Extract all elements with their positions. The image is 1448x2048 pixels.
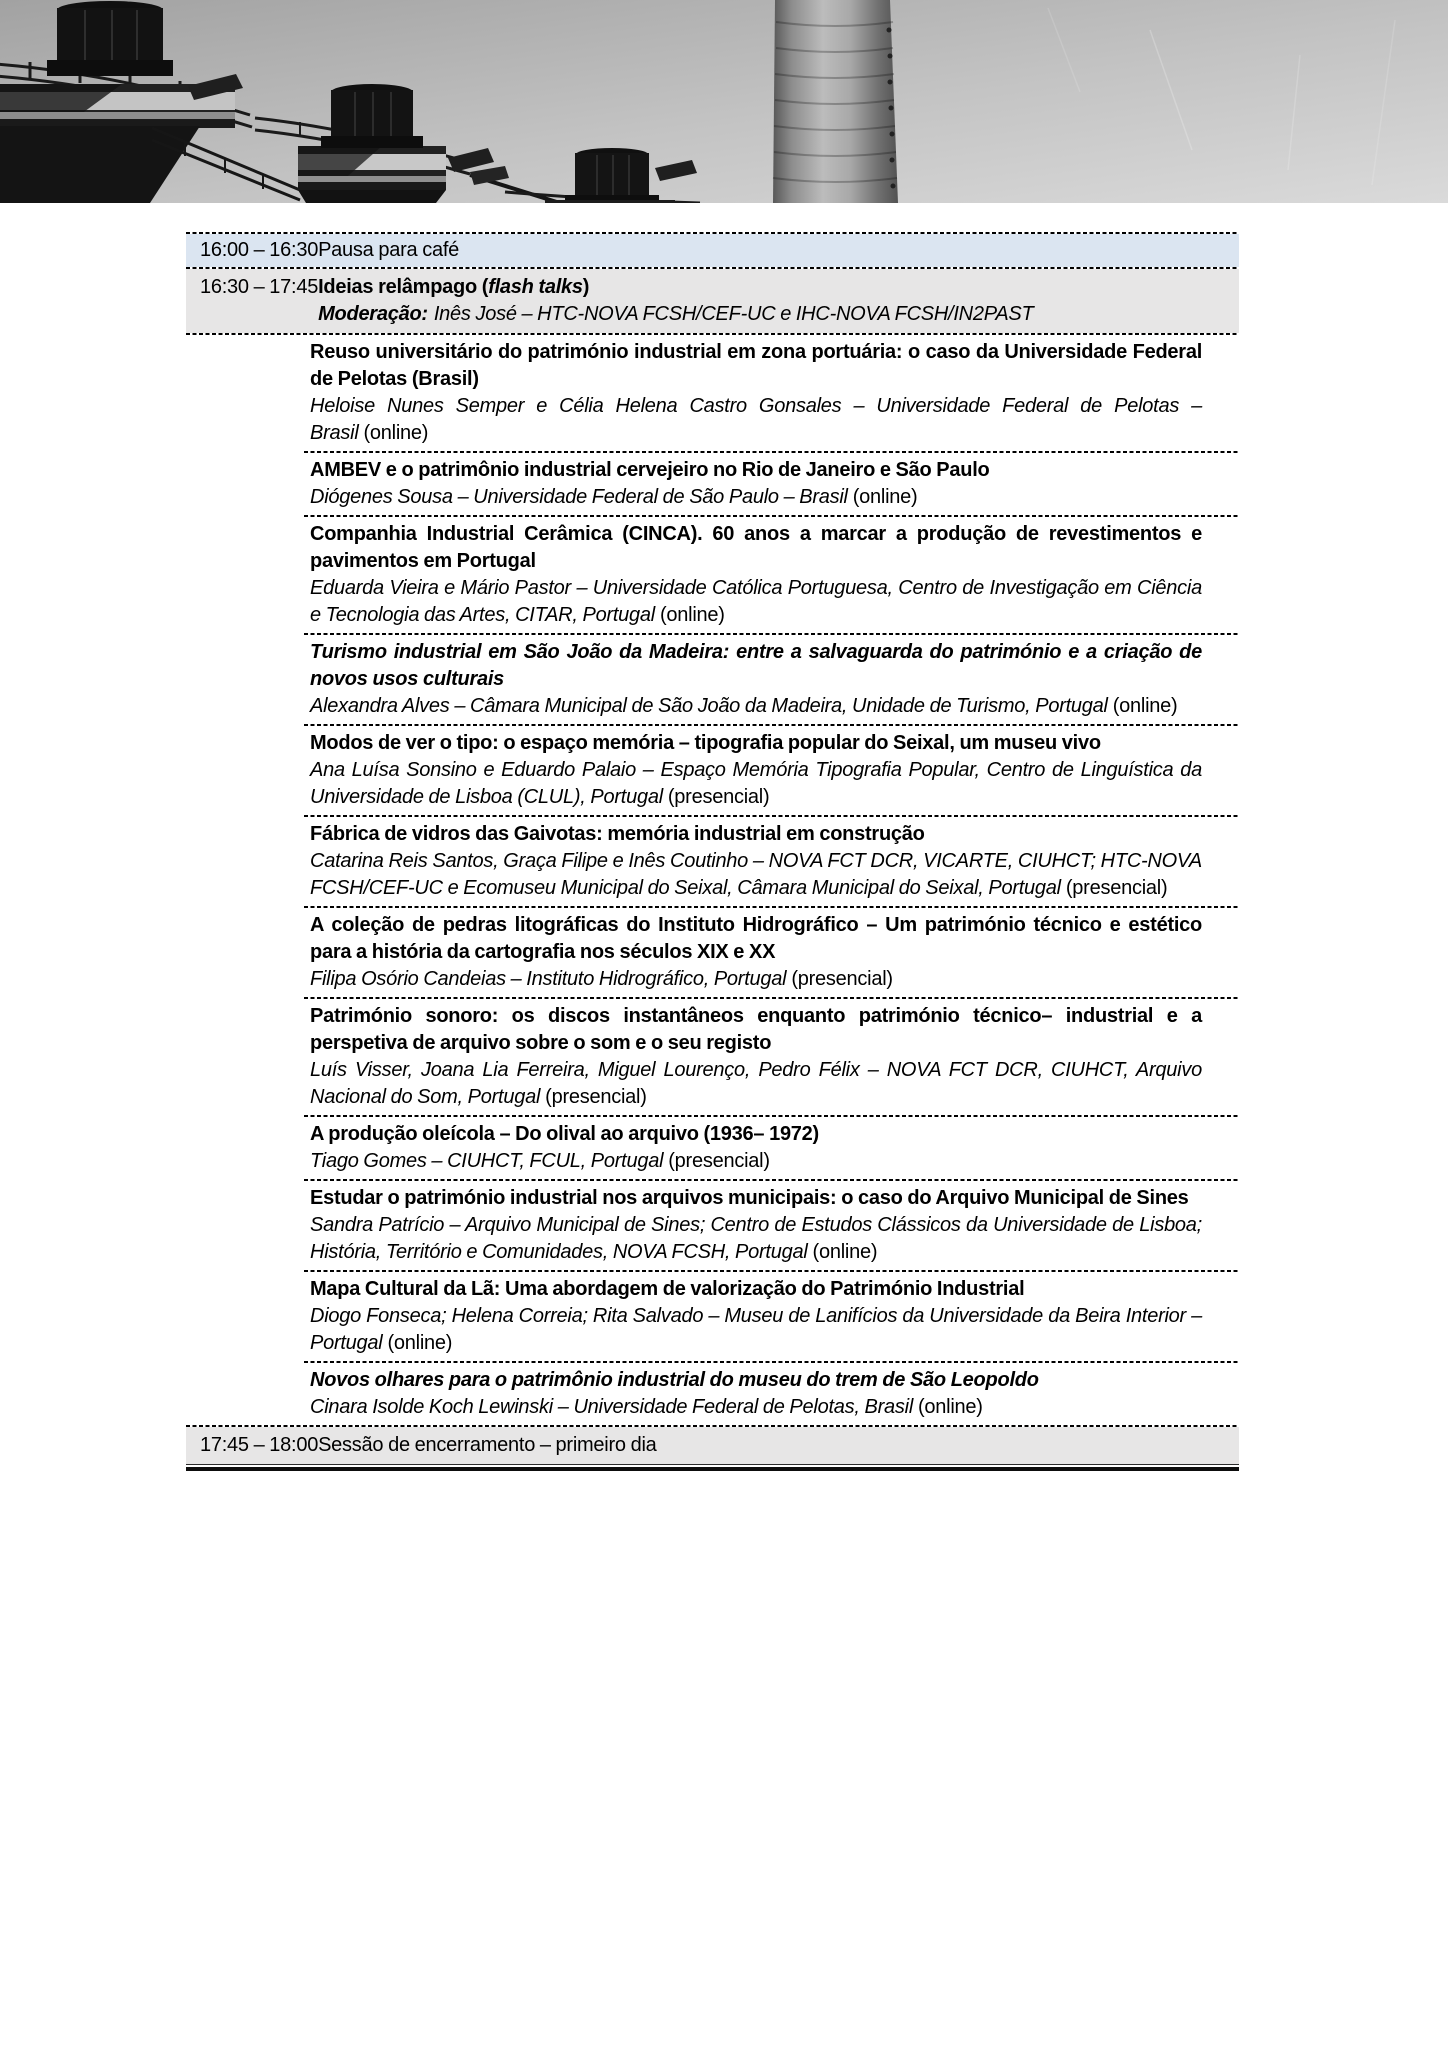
time-range: 16:30 – 17:45 [200,276,319,298]
attendance-mode: (online) [852,486,918,508]
talk-authors [310,848,1202,902]
talk-title: Mapa Cultural da Lã: Uma abordagem de valorização do Património Industrial [310,1278,1025,1300]
talk-entry [186,453,1239,515]
talk-authors [310,393,1202,447]
talk-entry [186,999,1239,1115]
closing-label: Sessão de encerramento – primeiro dia [318,1434,657,1456]
attendance-mode: (online) [1112,695,1178,717]
talk-authors [310,1212,1202,1266]
talk-entry [186,335,1239,451]
talk-authors [310,1057,1202,1111]
talk-authors [310,484,1202,511]
attendance-mode: (presencial) [668,1150,770,1172]
talk-entry [186,1363,1239,1425]
break-row [186,234,1239,267]
talk-entry [186,817,1239,906]
authors-text: Cinara Isolde Koch Lewinski – Universidade Federal de Pelotas, Brasil [310,1396,914,1418]
talk-entry [186,1117,1239,1179]
talk-authors [310,575,1202,629]
talk-title: Fábrica de vidros das Gaivotas: memória industrial em construção [310,823,925,845]
break-label: Pausa para café [318,239,459,261]
session-row [186,269,1239,333]
session-moderation [318,301,1202,328]
talk-title: AMBEV e o patrimônio industrial cervejeiro no Rio de Janeiro e São Paulo [310,459,990,481]
attendance-mode: (presencial) [791,968,893,990]
talk-authors [310,966,1202,993]
talk-title: Novos olhares para o patrimônio industrial do museu do trem de São Leopoldo [310,1369,1039,1391]
attendance-mode: (presencial) [1065,877,1168,899]
header-photo [0,0,1448,203]
authors-text: Diógenes Sousa – Universidade Federal de São Paulo – Brasil [310,486,848,508]
authors-text: Alexandra Alves – Câmara Municipal de São João da Madeira, Unidade de Turismo, Portugal [310,695,1108,717]
talk-title: Modos de ver o tipo: o espaço memória – tipografia popular do Seixal, um museu vivo [310,732,1101,754]
authors-text: Eduarda Vieira e Mário Pastor – Universidade Católica Portuguesa, Centro de Investigação em Ciência e Tecnologia das Artes, CITAR, Portugal [310,577,1202,626]
talk-title: Companhia Industrial Cerâmica (CINCA). 60 anos a marcar a produção de revestimentos e pavimentos em Portugal [310,523,1202,572]
talk-title: Reuso universitário do património industrial em zona portuária: o caso da Universidade Federal de Pelotas (Brasil) [310,341,1202,390]
attendance-mode: (online) [387,1332,453,1354]
talk-authors [310,1394,1202,1421]
attendance-mode: (online) [918,1396,983,1418]
talk-title: A coleção de pedras litográficas do Instituto Hidrográfico – Um património técnico e estético para a história da cartografia nos séculos XIX e XX [310,914,1202,963]
attendance-mode: (presencial) [667,786,770,808]
authors-text: Diogo Fonseca; Helena Correia; Rita Salvado – Museu de Lanifícios da Universidade da Beira Interior – Portugal [310,1305,1202,1354]
talk-authors [310,1303,1202,1357]
talk-entry [186,1272,1239,1361]
talk-title: Turismo industrial em São João da Madeira: entre a salvaguarda do património e a criação de novos usos culturais [310,641,1202,690]
schedule-table [186,232,1239,1471]
moderation-label: Moderação: [318,303,428,325]
talk-entry [186,726,1239,815]
talk-title: Estudar o património industrial nos arquivos municipais: o caso do Arquivo Municipal de Sines [310,1187,1189,1209]
attendance-mode: (online) [363,422,429,444]
authors-text: Catarina Reis Santos, Graça Filipe e Inês Coutinho – NOVA FCT DCR, VICARTE, CIUHCT; HTC-NOVA FCSH/CEF-UC e Ecomuseu Municipal do Seixal, Câmara Municipal do Seixal, Portugal [310,850,1202,899]
time-range: 16:00 – 16:30 [200,239,319,261]
talk-entry [186,635,1239,724]
talk-entry [186,1181,1239,1270]
closing-row [186,1427,1239,1465]
authors-text: Filipa Osório Candeias – Instituto Hidrográfico, Portugal [310,968,787,990]
time-range: 17:45 – 18:00 [200,1434,319,1456]
talk-title: Património sonoro: os discos instantâneos enquanto património técnico– industrial e a perspetiva de arquivo sobre o som e o seu registo [310,1005,1202,1054]
moderation-text: Inês José – HTC-NOVA FCSH/CEF-UC e IHC-NOVA FCSH/IN2PAST [433,303,1034,325]
table-bottom-border [186,1467,1239,1471]
talk-authors [310,1148,1202,1175]
talk-title: A produção oleícola – Do olival ao arquivo (1936– 1972) [310,1123,819,1145]
attendance-mode: (presencial) [545,1086,647,1108]
talk-authors [310,693,1202,720]
session-title: Ideias relâmpago (flash talks) [318,276,590,298]
talk-authors [310,757,1202,811]
talk-entry [186,908,1239,997]
authors-text: Sandra Patrício – Arquivo Municipal de Sines; Centro de Estudos Clássicos da Universidade de Lisboa; História, Território e Comunidades, NOVA FCSH, Portugal [310,1214,1202,1263]
attendance-mode: (online) [659,604,725,626]
factory-chimney [773,0,898,203]
attendance-mode: (online) [812,1241,878,1263]
authors-text: Tiago Gomes – CIUHCT, FCUL, Portugal [310,1150,664,1172]
authors-text: Ana Luísa Sonsino e Eduardo Palaio – Espaço Memória Tipografia Popular, Centro de Linguística da Universidade de Lisboa (CLUL), Portugal [310,759,1202,808]
talk-entry [186,517,1239,633]
authors-text: Luís Visser, Joana Lia Ferreira, Miguel Lourenço, Pedro Félix – NOVA FCT DCR, CIUHCT, Arquivo Nacional do Som, Portugal [310,1059,1202,1108]
authors-text: Heloise Nunes Semper e Célia Helena Castro Gonsales – Universidade Federal de Pelotas – Brasil [310,395,1202,444]
